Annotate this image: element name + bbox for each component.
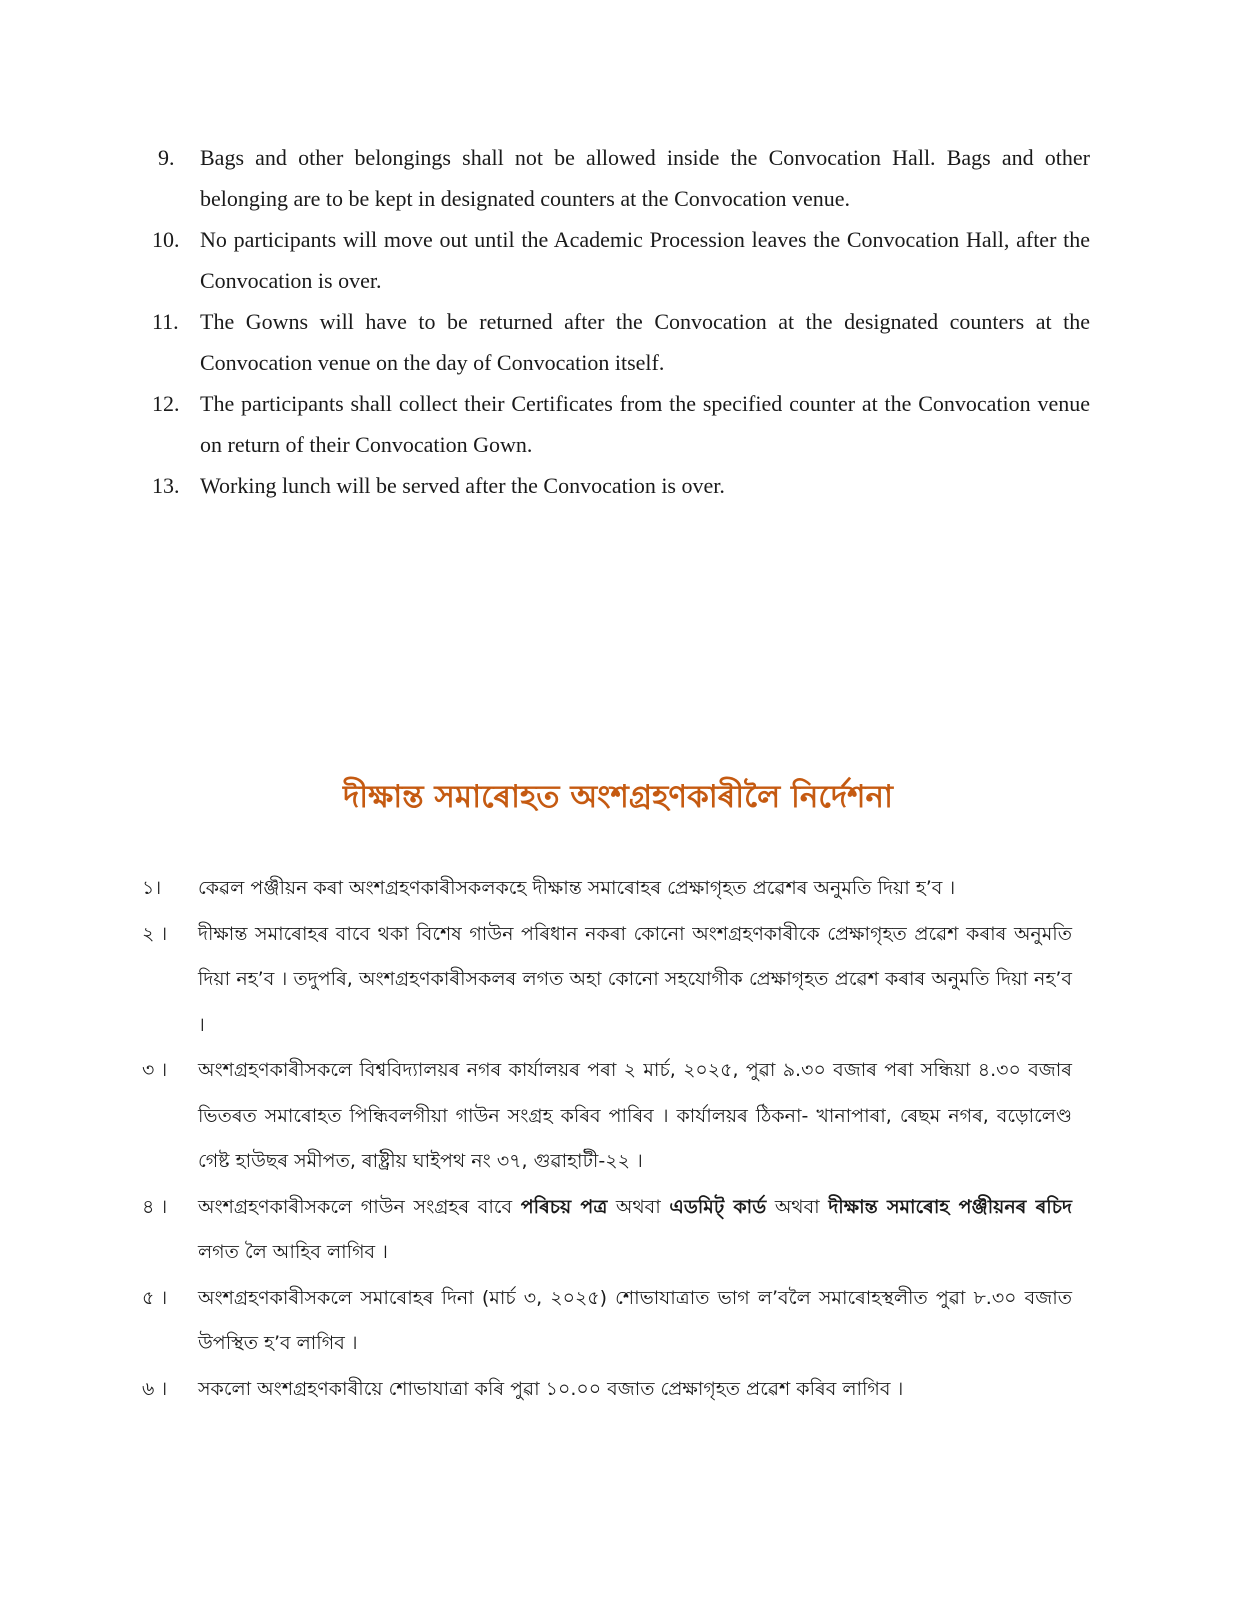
list-item-text: দীক্ষান্ত সমাৰোহৰ বাবে থকা বিশেষ গাউন পৰিধান নকৰা কোনো অংশগ্ৰহণকাৰীকে প্ৰেক্ষাগৃহত প্ৰৱেশ কৰাৰ অনুমতি দিয়া নহ’ব । তদুপৰি, অংশগ্ৰহণকাৰীসকলৰ লগত অহা কোনো সহযোগীক প্ৰেক্ষাগৃহত প্ৰৱেশ কৰাৰ অনুমতি দিয়া নহ’ব ।: [198, 922, 1072, 1036]
list-item-text-part: অথবা: [607, 1195, 670, 1218]
list-item-number: ২ ।: [142, 922, 168, 945]
list-item-text: কেৱল পঞ্জীয়ন কৰা অংশগ্ৰহণকাৰীসকলকহে দীক্ষান্ত সমাৰোহৰ প্ৰেক্ষাগৃহত প্ৰৱেশৰ অনুমতি দিয়া হ’ব ।: [198, 877, 956, 899]
list-item-text-part: লগত লৈ আহিব লাগিব ।: [198, 1241, 388, 1263]
list-item-text: [198, 1185, 1072, 1276]
list-item-text: No participants will move out until the Academic Procession leaves the Convocation Hall, after the Convocation is over.: [200, 227, 1090, 293]
list-item: [142, 866, 1072, 912]
registration-receipt-bold-text: দীক্ষান্ত সমাৰোহ পঞ্জীয়নৰ ৰচিদ: [828, 1195, 1072, 1218]
list-item-number: 13.: [152, 473, 180, 498]
list-item-number: ৬ ।: [142, 1377, 168, 1400]
list-item-number: ৪ ।: [142, 1195, 168, 1218]
list-item-number: 9.: [158, 145, 175, 170]
list-item: [150, 383, 1090, 465]
list-item-text: Working lunch will be served after the Convocation is over.: [200, 473, 725, 498]
list-item: [142, 1185, 1072, 1276]
list-item-text-part: অথবা: [766, 1195, 829, 1218]
list-item: [142, 912, 1072, 1049]
list-item-number: ৫ ।: [142, 1286, 168, 1309]
list-item-text: The Gowns will have to be returned after the Convocation at the designated counters at the Convocation venue on the day of Convocation itself.: [200, 309, 1090, 375]
list-item-text-part: অংশগ্ৰহণকাৰীসকলে গাউন সংগ্ৰহৰ বাবে: [198, 1195, 521, 1218]
list-item-number: 12.: [152, 391, 180, 416]
assamese-instructions-list: [142, 866, 1072, 1412]
english-instructions-list: [150, 137, 1090, 506]
list-item-text: অংশগ্ৰহণকাৰীসকলে বিশ্ববিদ্যালয়ৰ নগৰ কাৰ্যালয়ৰ পৰা ২ মাৰ্চ, ২০২৫, পুৱা ৯.৩০ বজাৰ পৰা সন্ধিয়া ৪.৩০ বজাৰ ভিতৰত সমাৰোহত পিন্ধিবলগীয়া গাউন সংগ্ৰহ কৰিব পাৰিব । কাৰ্যালয়ৰ ঠিকনা- খানাপাৰা, ৰেছম নগৰ, বড়োলেণ্ড গেষ্ট হাউছৰ সমীপত, ৰাষ্ট্ৰীয় ঘাইপথ নং ৩৭, গুৱাহাটী-২২ ।: [198, 1059, 1072, 1172]
identity-card-bold-text: পৰিচয় পত্ৰ: [520, 1195, 608, 1218]
admit-card-bold-text: এডমিট্ কাৰ্ড: [669, 1195, 767, 1218]
list-item-number: ৩ ।: [142, 1059, 168, 1081]
list-item-number: ১।: [142, 877, 162, 899]
list-item: [150, 137, 1090, 219]
list-item-number: 10.: [152, 227, 180, 252]
list-item: [150, 301, 1090, 383]
list-item: [142, 1367, 1072, 1413]
list-item: [150, 465, 1090, 506]
list-item-text: অংশগ্ৰহণকাৰীসকলে সমাৰোহৰ দিনা (মাৰ্চ ৩, ২০২৫) শোভাযাত্ৰাত ভাগ ল’বলৈ সমাৰোহস্থলীত পুৱা ৮.৩০ বজাত উপস্থিত হ’ব লাগিব ।: [198, 1286, 1072, 1354]
assamese-section-title: দীক্ষান্ত সমাৰোহত অংশগ্ৰহণকাৰীলৈ নিৰ্দেশনা: [343, 779, 893, 815]
list-item-number: 11.: [152, 309, 179, 334]
list-item: [142, 1276, 1072, 1367]
list-item: [142, 1048, 1072, 1185]
list-item-text: The participants shall collect their Certificates from the specified counter at the Convocation venue on return of their Convocation Gown.: [200, 391, 1090, 457]
list-item: [150, 219, 1090, 301]
list-item-text: Bags and other belongings shall not be allowed inside the Convocation Hall. Bags and other belonging are to be kept in designated counters at the Convocation venue.: [200, 145, 1090, 211]
list-item-text: সকলো অংশগ্ৰহণকাৰীয়ে শোভাযাত্ৰা কৰি পুৱা ১০.০০ বজাত প্ৰেক্ষাগৃহত প্ৰৱেশ কৰিব লাগিব ।: [198, 1377, 904, 1400]
